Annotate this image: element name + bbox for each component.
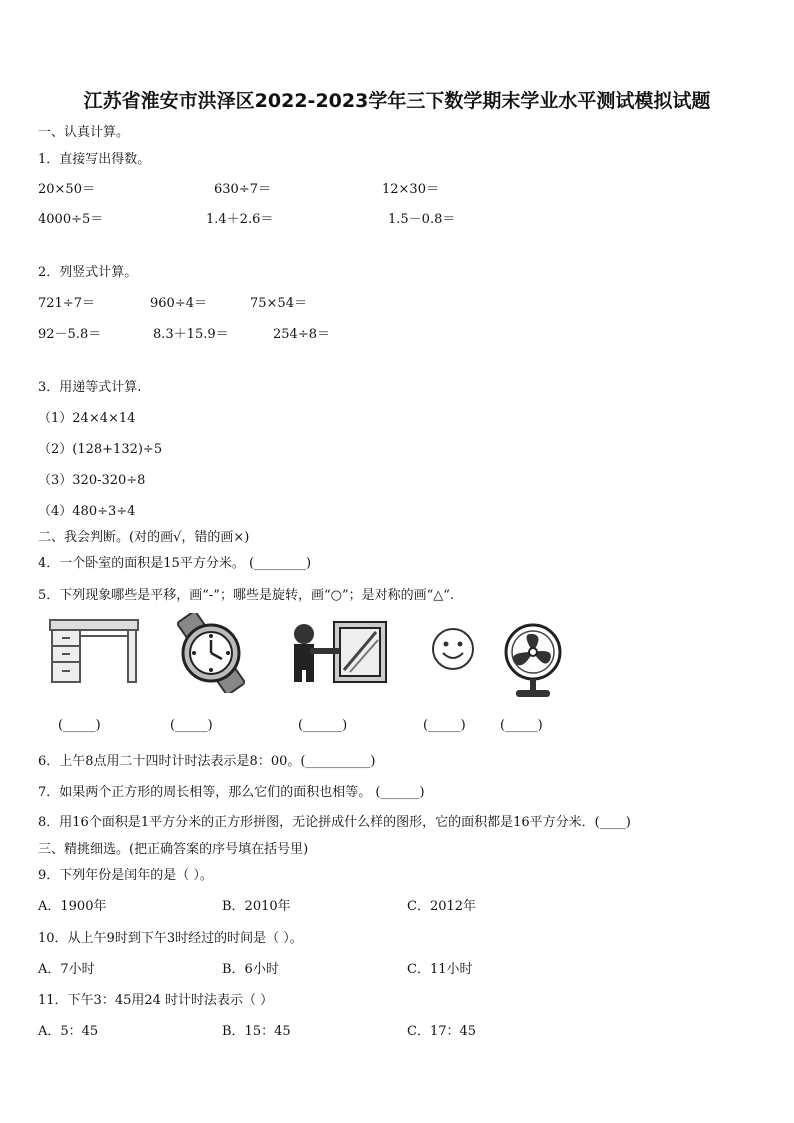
calc-item: 75×54＝	[250, 296, 307, 311]
question-2-stem: 2．列竖式计算。	[38, 265, 138, 280]
calc-item: 8.3＋15.9＝	[153, 327, 229, 342]
calc-item: 630÷7＝	[214, 182, 271, 197]
question-7: 7．如果两个正方形的周长相等，那么它们的面积也相等。 (______)	[38, 785, 425, 800]
choice-option[interactable]: B．15：45	[222, 1024, 291, 1039]
choice-option[interactable]: A．7小时	[38, 962, 95, 977]
calc-item: 12×30＝	[382, 182, 439, 197]
choice-option[interactable]: C．2012年	[407, 899, 477, 914]
choice-option[interactable]: A．5：45	[38, 1024, 99, 1039]
question-10-stem: 10．从上午9时到下午3时经过的时间是（ ）。	[38, 931, 303, 946]
page-title: 江苏省淮安市洪泽区2022-2023学年三下数学期末学业水平测试模拟试题	[83, 90, 711, 112]
question-8: 8．用16个面积是1平方分米的正方形拼图，无论拼成什么样的图形，它的面积都是16平方分米．(____)	[38, 815, 631, 830]
calc-item: 92－5.8＝	[38, 327, 102, 342]
question-3-stem: 3．用递等式计算.	[38, 380, 142, 395]
calc-item: 960÷4＝	[150, 296, 207, 311]
calc-step-item: （3）320-320÷8	[38, 473, 146, 488]
answer-blank[interactable]: (_____)	[423, 718, 466, 733]
choice-option[interactable]: A．1900年	[38, 899, 107, 914]
calc-item: 1.5－0.8＝	[388, 212, 456, 227]
question-4: 4．一个卧室的面积是15平方分米。 (________)	[38, 556, 312, 571]
answer-blank[interactable]: (_____)	[58, 718, 101, 733]
calc-item: 4000÷5＝	[38, 212, 104, 227]
watch-icon	[164, 613, 258, 693]
push-window-icon	[280, 620, 388, 684]
answer-blank[interactable]: (______)	[298, 718, 348, 733]
answer-blank[interactable]: (_____)	[500, 718, 543, 733]
desk-icon	[48, 618, 140, 684]
calc-item: 721÷7＝	[38, 296, 95, 311]
choice-option[interactable]: B．2010年	[222, 899, 291, 914]
section-heading-3: 三、精挑细选。(把正确答案的序号填在括号里)	[38, 842, 309, 857]
answer-blank[interactable]: (_____)	[170, 718, 213, 733]
smiley-face-icon	[430, 626, 476, 672]
calc-item: 20×50＝	[38, 182, 95, 197]
calc-item: 1.4＋2.6＝	[206, 212, 274, 227]
section-heading-1: 一、认真计算。	[38, 125, 130, 140]
question-5-stem: 5．下列现象哪些是平移，画“-”；哪些是旋转，画“○”；是对称的画“△“.	[38, 588, 455, 603]
fan-icon	[500, 622, 566, 700]
calc-step-item: （1）24×4×14	[38, 411, 136, 426]
question-1-stem: 1．直接写出得数。	[38, 152, 151, 167]
choice-option[interactable]: C．11小时	[407, 962, 473, 977]
calc-step-item: （2）(128+132)÷5	[38, 442, 163, 457]
question-11-stem: 11．下午3：45用24 时计时法表示（ ）	[38, 993, 274, 1008]
question-9-stem: 9．下列年份是闰年的是（ ）。	[38, 868, 213, 883]
choice-option[interactable]: B．6小时	[222, 962, 279, 977]
calc-step-item: （4）480÷3÷4	[38, 504, 136, 519]
calc-item: 254÷8＝	[273, 327, 330, 342]
section-heading-2: 二、我会判断。(对的画√，错的画×)	[38, 530, 250, 545]
question-6: 6．上午8点用二十四时计时法表示是8：00。(__________)	[38, 754, 376, 769]
choice-option[interactable]: C．17：45	[407, 1024, 477, 1039]
